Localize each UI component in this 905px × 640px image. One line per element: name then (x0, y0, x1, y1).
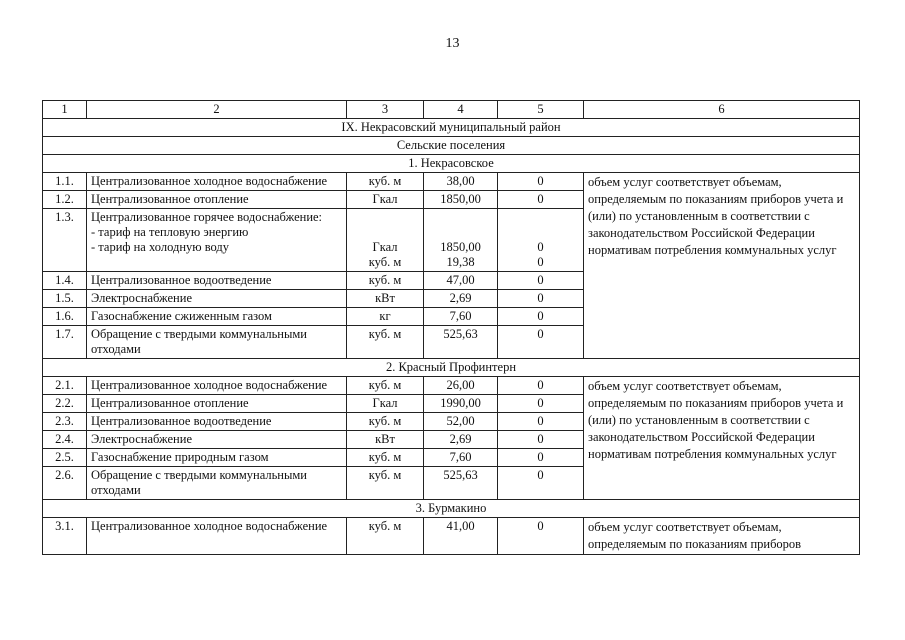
col5-value: 0 (537, 240, 544, 254)
col5-value: 0 (498, 395, 584, 413)
row-number: 1.7. (43, 326, 87, 359)
tariff-value: 7,60 (424, 308, 498, 326)
value-value: 1850,00 (440, 240, 481, 254)
tariff-table (42, 100, 860, 555)
tariff-value: 7,60 (424, 449, 498, 467)
row-number: 2.3. (43, 413, 87, 431)
unit-cell (347, 209, 424, 272)
row-number: 2.2. (43, 395, 87, 413)
header-cell: 4 (424, 101, 498, 119)
unit-value: Гкал (372, 240, 398, 254)
service-name: Централизованное отопление (87, 191, 347, 209)
service-name: Обращение с твердыми коммунальными отходами (87, 467, 347, 500)
service-subitem: - тариф на тепловую энергию (91, 225, 249, 239)
tariff-value: 525,63 (424, 467, 498, 500)
row-number: 2.1. (43, 377, 87, 395)
unit-value: куб. м (347, 272, 424, 290)
subtitle-row (43, 137, 860, 155)
col5-value: 0 (498, 272, 584, 290)
row-number: 1.4. (43, 272, 87, 290)
settlement-name: 2. Красный Профинтерн (43, 359, 860, 377)
col5-value: 0 (498, 449, 584, 467)
settlement-name: 3. Бурмакино (43, 500, 860, 518)
col5-value: 0 (498, 377, 584, 395)
unit-value: кВт (347, 290, 424, 308)
unit-value: Гкал (347, 191, 424, 209)
header-cell: 3 (347, 101, 424, 119)
table-row (43, 377, 860, 395)
district-title: IX. Некрасовский муниципальный район (43, 119, 860, 137)
service-name: Газоснабжение природным газом (87, 449, 347, 467)
row-number: 1.6. (43, 308, 87, 326)
service-name: Обращение с твердыми коммунальными отходами (87, 326, 347, 359)
col5-value: 0 (498, 467, 584, 500)
header-cell: 1 (43, 101, 87, 119)
table-row (43, 173, 860, 191)
settlement-row (43, 155, 860, 173)
service-name: Газоснабжение сжиженным газом (87, 308, 347, 326)
settlement-row (43, 359, 860, 377)
row-number: 2.5. (43, 449, 87, 467)
unit-value: куб. м (347, 467, 424, 500)
col5-value: 0 (537, 255, 544, 269)
row-number: 1.3. (43, 209, 87, 272)
header-cell: 6 (584, 101, 860, 119)
value-value: 19,38 (446, 255, 475, 269)
service-name: Электроснабжение (87, 431, 347, 449)
col5-cell (498, 209, 584, 272)
spacer (502, 225, 579, 240)
tariff-value: 525,63 (424, 326, 498, 359)
row-number: 1.5. (43, 290, 87, 308)
service-subitem: - тариф на холодную воду (91, 240, 230, 254)
tariff-value: 2,69 (424, 431, 498, 449)
col5-value: 0 (498, 191, 584, 209)
service-name: Централизованное водоотведение (87, 272, 347, 290)
tariff-value: 1850,00 (424, 191, 498, 209)
header-cell: 2 (87, 101, 347, 119)
row-number: 1.1. (43, 173, 87, 191)
unit-value: кг (347, 308, 424, 326)
service-name: Централизованное холодное водоснабжение (87, 518, 347, 555)
col5-value: 0 (498, 290, 584, 308)
unit-value: куб. м (347, 449, 424, 467)
tariff-value: 47,00 (424, 272, 498, 290)
header-row (43, 101, 860, 119)
settlement-name: 1. Некрасовское (43, 155, 860, 173)
unit-value: куб. м (347, 173, 424, 191)
service-cell (87, 209, 347, 272)
row-number: 2.6. (43, 467, 87, 500)
service-name: Централизованное холодное водоснабжение (87, 377, 347, 395)
unit-value: куб. м (347, 518, 424, 555)
value-cell (424, 209, 498, 272)
col5-value: 0 (498, 173, 584, 191)
settlement-row (43, 500, 860, 518)
service-name: Электроснабжение (87, 290, 347, 308)
col5-value: 0 (498, 431, 584, 449)
district-row (43, 119, 860, 137)
tariff-value: 2,69 (424, 290, 498, 308)
unit-value: куб. м (347, 326, 424, 359)
unit-value: куб. м (347, 413, 424, 431)
tariff-value: 52,00 (424, 413, 498, 431)
unit-value: куб. м (368, 255, 402, 269)
col5-value: 0 (498, 308, 584, 326)
spacer (351, 225, 419, 240)
row-number: 1.2. (43, 191, 87, 209)
tariff-value: 38,00 (424, 173, 498, 191)
spacer (428, 210, 493, 225)
service-name: Централизованное водоотведение (87, 413, 347, 431)
service-name: Централизованное отопление (87, 395, 347, 413)
subtitle: Сельские поселения (43, 137, 860, 155)
spacer (428, 225, 493, 240)
unit-value: Гкал (347, 395, 424, 413)
tariff-value: 41,00 (424, 518, 498, 555)
row-number: 3.1. (43, 518, 87, 555)
tariff-value: 26,00 (424, 377, 498, 395)
col5-value: 0 (498, 413, 584, 431)
tariff-value: 1990,00 (424, 395, 498, 413)
note-cell: объем услуг соответствует объемам, определяемым по показаниям приборов учета и (или) по установленным в соответствии с законодательством Российской Федерации нормативам потребления коммунальных услуг (584, 377, 860, 500)
header-cell: 5 (498, 101, 584, 119)
table-row (43, 518, 860, 555)
spacer (351, 210, 419, 225)
note-cell: объем услуг соответствует объемам, определяемым по показаниям приборов (584, 518, 860, 555)
note-cell: объем услуг соответствует объемам, определяемым по показаниям приборов учета и (или) по установленным в соответствии с законодательством Российской Федерации нормативам потребления коммунальных услуг (584, 173, 860, 359)
unit-value: кВт (347, 431, 424, 449)
unit-value: куб. м (347, 377, 424, 395)
spacer (502, 210, 579, 225)
page-number: 13 (445, 36, 460, 51)
col5-value: 0 (498, 326, 584, 359)
col5-value: 0 (498, 518, 584, 555)
row-number: 2.4. (43, 431, 87, 449)
service-name: Централизованное горячее водоснабжение: (91, 210, 323, 224)
service-name: Централизованное холодное водоснабжение (87, 173, 347, 191)
